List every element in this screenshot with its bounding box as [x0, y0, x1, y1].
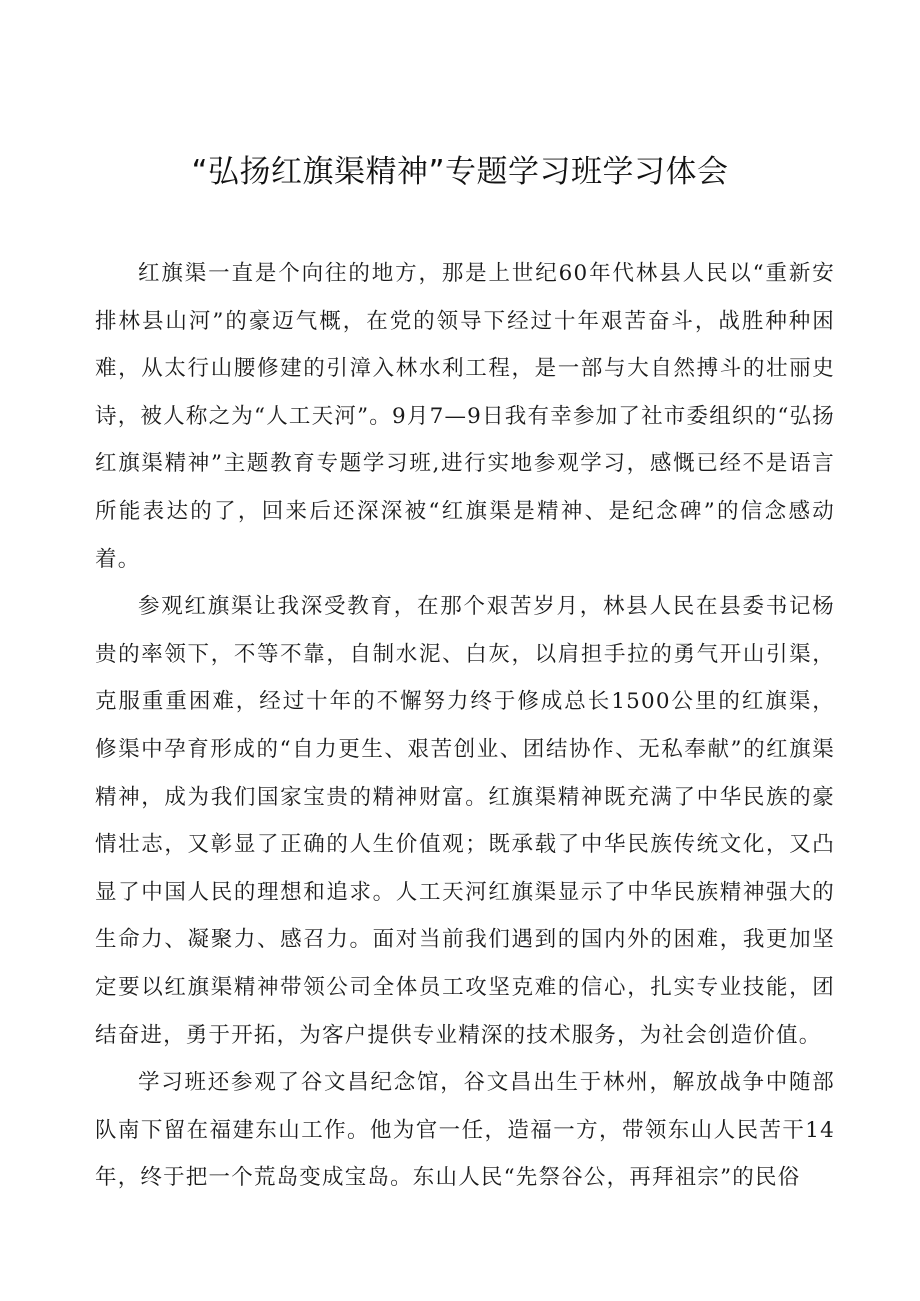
paragraph-3: 学习班还参观了谷文昌纪念馆，谷文昌出生于林州，解放战争中随部队南下留在福建东山工作。他为官一任，造福一方，带领东山人民苦干14年，终于把一个荒岛变成宝岛。东山人民“先祭谷公，再拜祖宗”的民俗: [95, 1070, 835, 1191]
document-title: “弘扬红旗渠精神”专题学习班学习体会: [191, 154, 729, 190]
document-body: [95, 250, 835, 1202]
paragraph-1: 红旗渠一直是个向往的地方，那是上世纪60年代林县人民以“重新安排林县山河”的豪迈气概，在党的领导下经过十年艰苦奋斗，战胜种种困难，从太行山腰修建的引漳入林水利工程，是一部与大自然搏斗的壮丽史诗，被人称之为“人工天河”。9月7—9日我有幸参加了社市委组织的“弘扬红旗渠精神”主题教育专题学习班,进行实地参观学习，感慨已经不是语言所能表达的了，回来后还深深被“红旗渠是精神、是纪念碑”的信念感动着。: [95, 261, 835, 572]
paragraph-2: 参观红旗渠让我深受教育，在那个艰苦岁月，林县人民在县委书记杨贵的率领下，不等不靠，自制水泥、白灰，以肩担手拉的勇气开山引渠，克服重重困难，经过十年的不懈努力终于修成总长1500公里的红旗渠，修渠中孕育形成的“自力更生、艰苦创业、团结协作、无私奉献”的红旗渠精神，成为我们国家宝贵的精神财富。红旗渠精神既充满了中华民族的豪情壮志，又彰显了正确的人生价值观；既承载了中华民族传统文化，又凸显了中国人民的理想和追求。人工天河红旗渠显示了中华民族精神强大的生命力、凝聚力、感召力。面对当前我们遇到的国内外的困难，我更加坚定要以红旗渠精神带领公司全体员工攻坚克难的信心，扎实专业技能，团结奋进，勇于开拓，为客户提供专业精深的技术服务，为社会创造价值。: [95, 594, 835, 1048]
